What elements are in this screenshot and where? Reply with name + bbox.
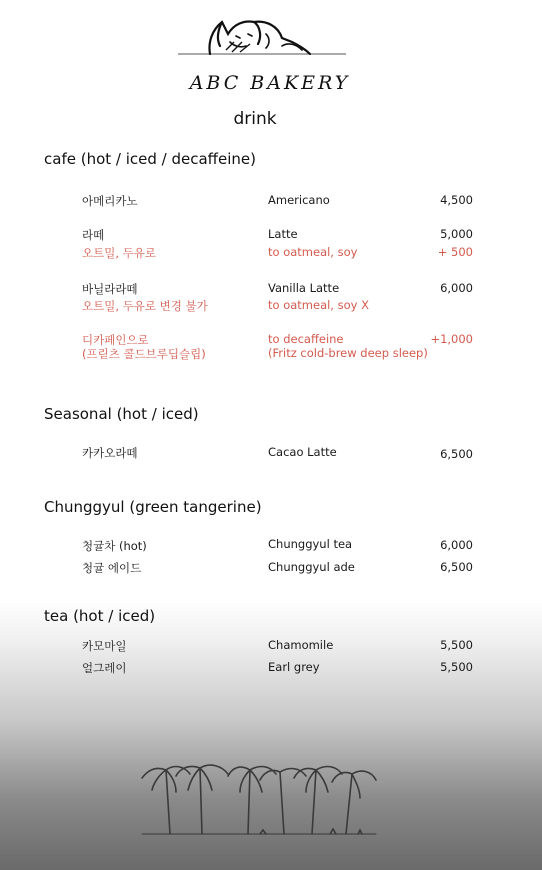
option-name-en: to decaffeine (268, 332, 344, 346)
menu-item-chunggyul-ade (0, 560, 542, 578)
item-name-en: Cacao Latte (268, 445, 337, 459)
item-name-en: Earl grey (268, 660, 320, 674)
option-name-ko: 오트밀, 두유로 변경 불가 (82, 299, 208, 313)
option-name-ko: 오트밀, 두유로 (82, 246, 156, 260)
item-name-ko: 청귤차 (hot) (82, 539, 147, 553)
section-title-seasonal: Seasonal (hot / iced) (44, 405, 199, 423)
item-name-ko: 라떼 (82, 228, 105, 242)
item-name-ko: 카카오라떼 (82, 446, 138, 460)
item-name-en: Vanilla Latte (268, 281, 340, 295)
page-title: drink (233, 109, 277, 129)
menu-item-earl-grey (0, 660, 542, 678)
menu-item-chamomile (0, 638, 542, 656)
item-name-ko: 얼그레이 (82, 661, 127, 675)
menu-option-oatmeal-soy (0, 245, 542, 263)
palm-trees-illustration (140, 760, 380, 840)
item-name-en: Latte (268, 227, 298, 241)
brand-name: ABC BAKERY (189, 72, 351, 94)
option-name-ko: (프릳츠 콜드브루딥슬립) (82, 347, 206, 361)
menu-option-decaffeine-brand (0, 346, 542, 364)
item-name-en: Chunggyul tea (268, 537, 353, 551)
option-name-en: to oatmeal, soy (268, 245, 358, 259)
section-title-chunggyul: Chunggyul (green tangerine) (44, 498, 262, 516)
option-price: +1,000 (430, 332, 473, 346)
item-name-ko: 아메리카노 (82, 194, 138, 208)
option-name-en: to oatmeal, soy X (268, 298, 369, 312)
option-price: + 500 (437, 245, 473, 259)
item-price: 5,500 (440, 638, 473, 652)
item-name-en: Chamomile (268, 638, 334, 652)
item-price: 6,500 (440, 447, 473, 461)
item-price: 6,500 (440, 560, 473, 574)
item-price: 5,500 (440, 660, 473, 674)
item-price: 4,500 (440, 193, 473, 207)
item-price: 6,000 (440, 281, 473, 295)
menu-option-no-change (0, 298, 542, 316)
item-name-ko: 청귤 에이드 (82, 561, 142, 575)
item-name-ko: 카모마일 (82, 639, 127, 653)
menu-item-cacao-latte (0, 445, 542, 463)
menu-item-latte (0, 227, 542, 245)
item-name-ko: 바닐라라떼 (82, 282, 138, 296)
option-name-ko: 디카페인으로 (82, 333, 149, 347)
item-name-en: Chunggyul ade (268, 560, 355, 574)
item-price: 5,000 (440, 227, 473, 241)
section-title-tea: tea (hot / iced) (44, 607, 156, 625)
item-name-en: Americano (268, 193, 330, 207)
item-price: 6,000 (440, 538, 473, 552)
bakery-logo (170, 12, 370, 94)
option-name-en: (Fritz cold-brew deep sleep) (268, 346, 428, 360)
palm-trees-icon (140, 760, 380, 840)
menu-item-americano (0, 193, 542, 211)
menu-item-chunggyul-tea (0, 538, 542, 556)
section-title-cafe: cafe (hot / iced / decaffeine) (44, 150, 256, 168)
menu-item-vanilla-latte (0, 281, 542, 299)
cat-peeking-icon (170, 12, 370, 72)
